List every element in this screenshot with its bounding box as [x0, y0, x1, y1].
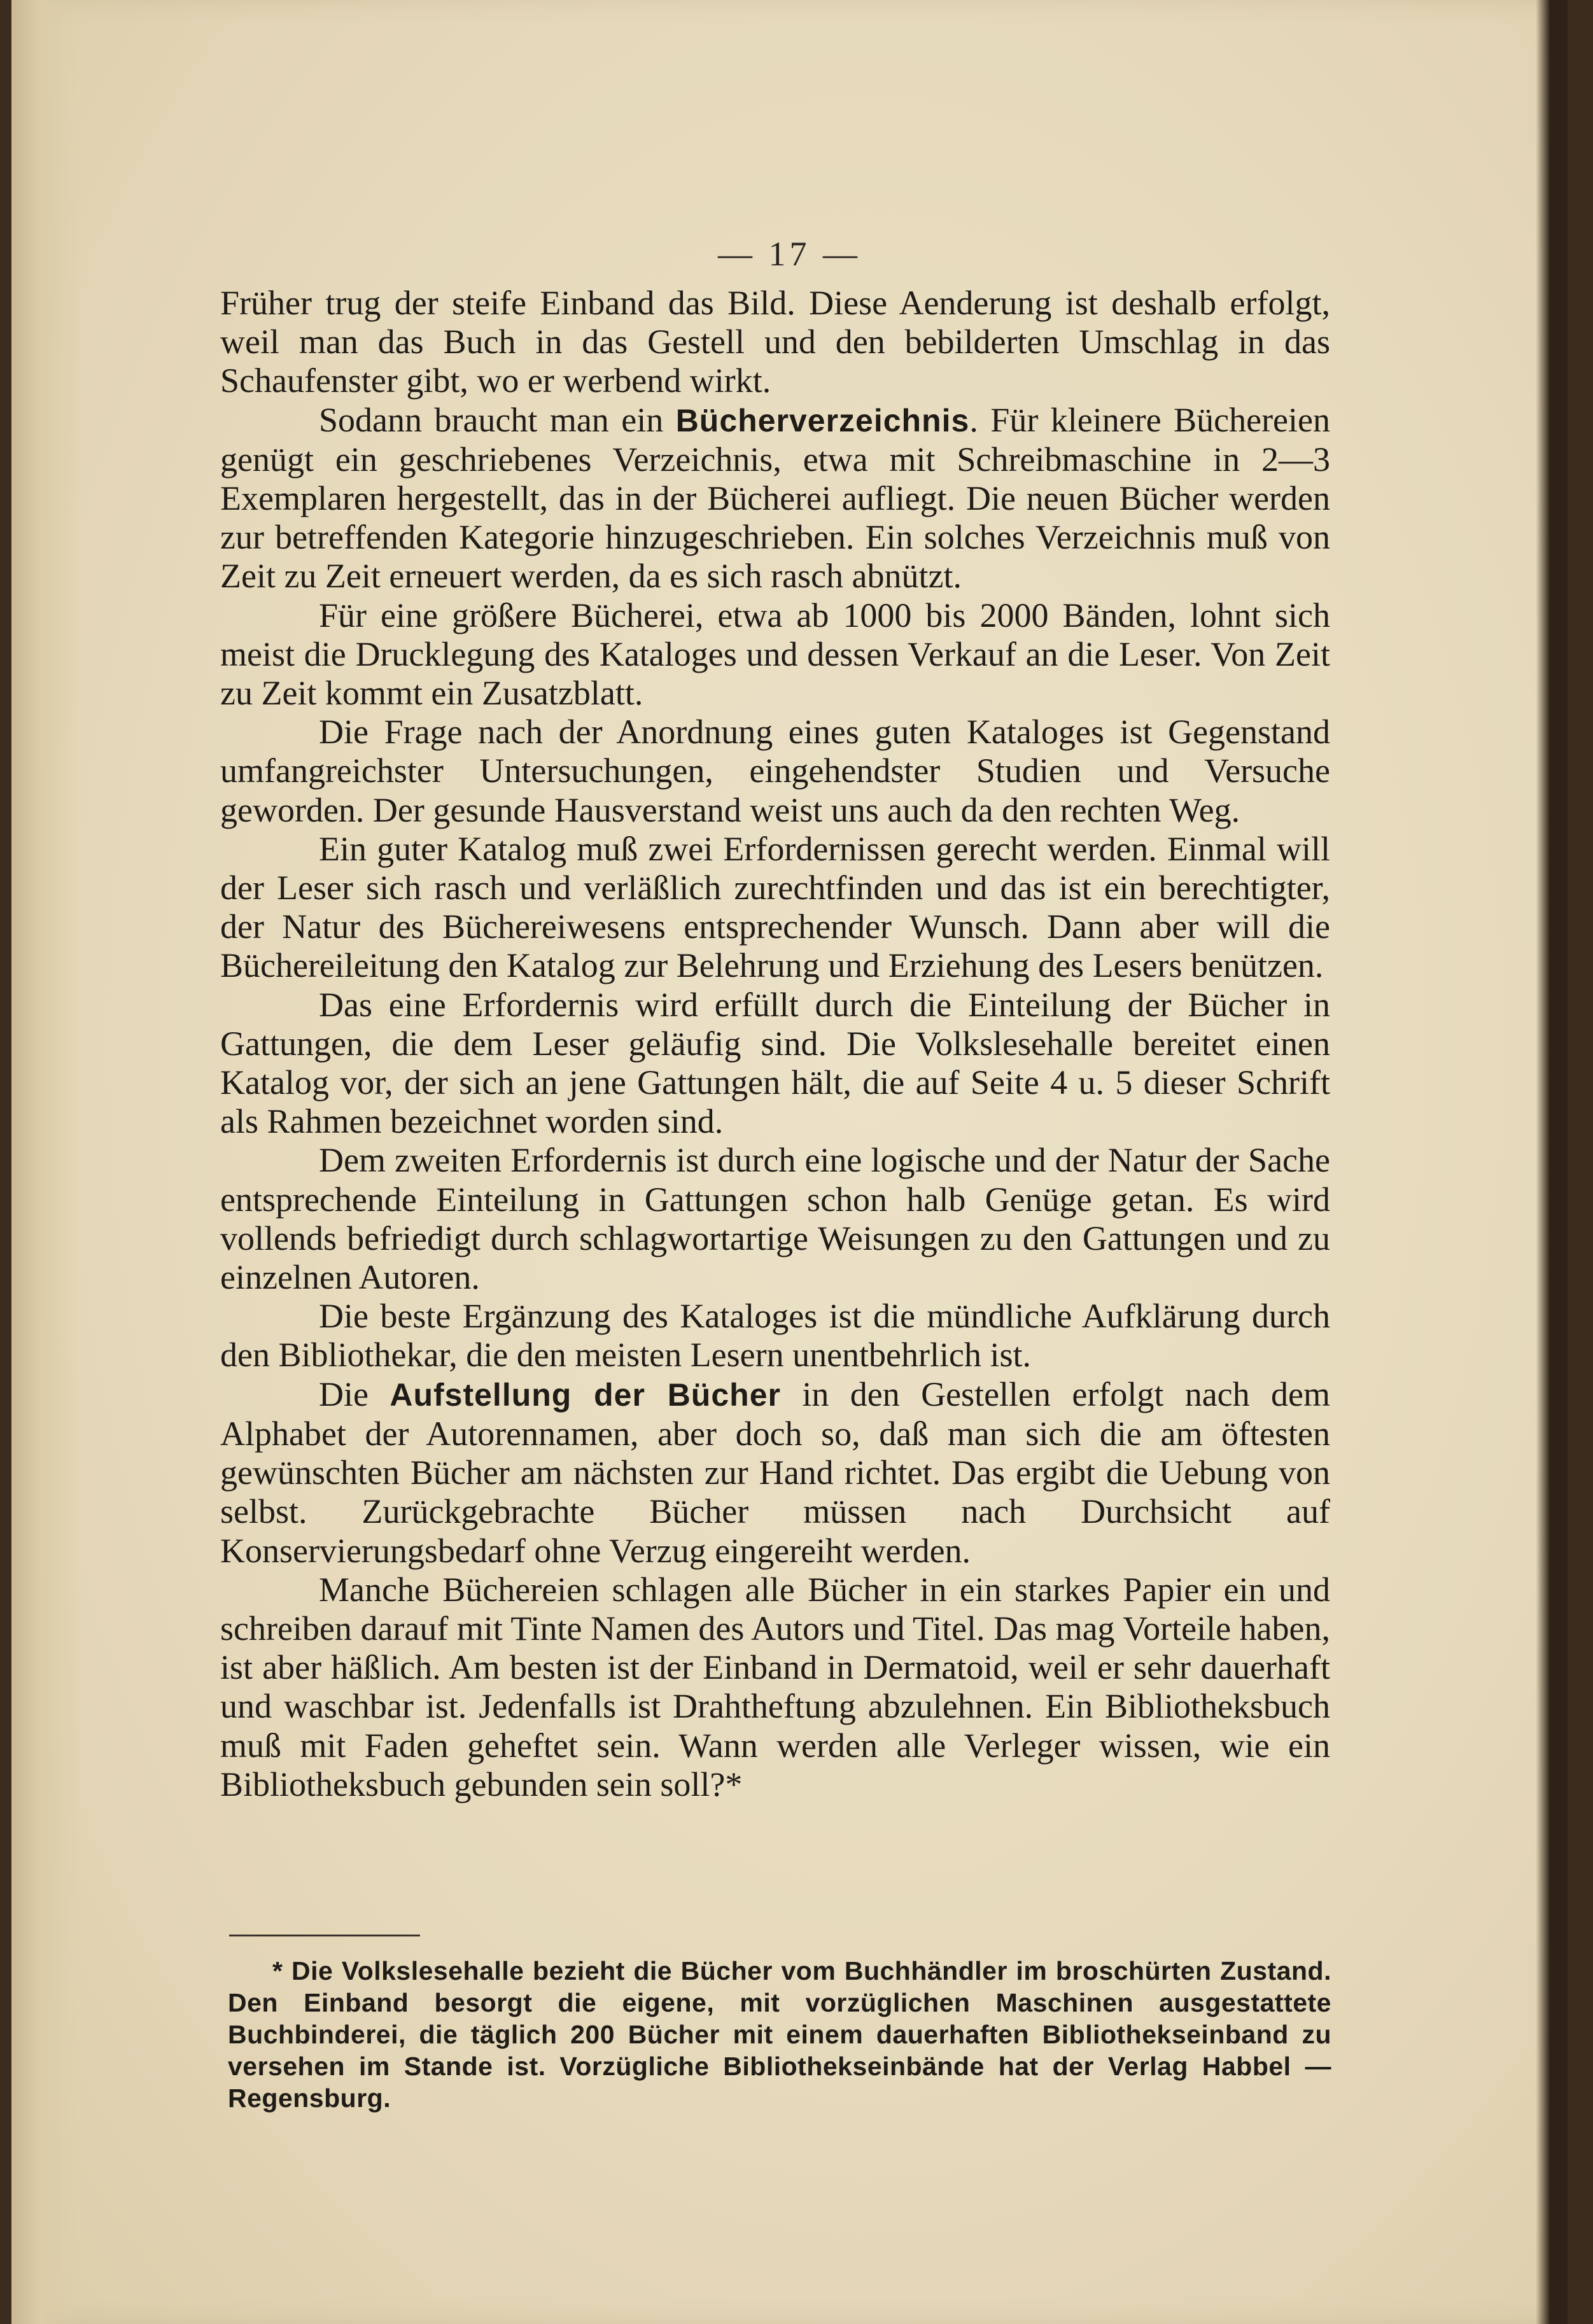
footnote-separator: [229, 1935, 420, 1936]
book-page: [11, 0, 1568, 2324]
paragraph: [220, 1375, 1330, 1571]
paragraph: [220, 1571, 1330, 1804]
text-run: Früher trug der steife Einband das Bild. Diese Aenderung ist deshalb erfolgt, weil man das Buch in das Gestell und den bebilderten Umschlag in das Schaufenster gibt, wo er werbend wirkt.: [220, 284, 1330, 400]
text-run: in den Gestellen erfolgt nach dem Alphabet der Autorennamen, aber doch so, daß man sich die am öftesten gewünschten Bücher am nächsten zur Hand richtet. Das ergibt die Uebung von selbst. Zurückgebrachte Bücher müssen nach Durchsicht auf Konservierungsbedarf ohne Verzug eingereiht werden.: [220, 1375, 1330, 1570]
emphasized-term: Bücherverzeichnis: [675, 402, 970, 438]
text-run: Für eine größere Bücherei, etwa ab 1000 bis 2000 Bänden, lohnt sich meist die Drucklegung des Kataloges und dessen Verkauf an die Leser. Von Zeit zu Zeit kommt ein Zusatzblatt.: [220, 596, 1330, 713]
body-text: [220, 284, 1330, 1804]
text-run: Die beste Ergänzung des Kataloges ist die mündliche Aufklärung durch den Bibliothekar, die den meisten Lesern unentbehrlich ist.: [220, 1297, 1330, 1375]
paragraph: [220, 830, 1330, 986]
paragraph: [220, 284, 1330, 401]
text-run: . Für kleinere Büchereien genügt ein geschriebenes Verzeichnis, etwa mit Schreibmaschine in 2—3 Exemplaren hergestellt, das in der Bücherei aufliegt. Die neuen Bücher werden zur betreffenden Kategorie hinzugeschrieben. Ein solches Verzeichnis muß von Zeit zu Zeit erneuert werden, da es sich rasch abnützt.: [220, 400, 1330, 596]
text-run: Das eine Erfordernis wird erfüllt durch die Einteilung der Bücher in Gattungen, die dem Leser geläufig sind. Die Volkslesehalle bereitet einen Katalog vor, der sich an jene Gattungen hält, die auf Seite 4 u. 5 dieser Schrift als Rahmen bezeichnet worden sind.: [220, 985, 1330, 1141]
text-run: Ein guter Katalog muß zwei Erfordernissen gerecht werden. Einmal will der Leser sich rasch und verläßlich zurechtfinden und das ist ein berechtigter, der Natur des Büchereiwesens entsprechender Wunsch. Dann aber will die Büchereileitung den Katalog zur Belehrung und Erziehung des Lesers benützen.: [220, 829, 1330, 985]
paragraph: [220, 1141, 1330, 1297]
emphasized-term: Aufstellung der Bücher: [389, 1376, 781, 1413]
paragraph: [220, 596, 1330, 713]
paragraph: [220, 401, 1330, 596]
paragraph: [220, 713, 1330, 830]
paragraph: [220, 986, 1330, 1142]
text-run: Manche Büchereien schlagen alle Bücher in ein starkes Papier ein und schreiben darauf mit Tinte Namen des Autors und Titel. Das mag Vorteile haben, ist aber häßlich. Am besten ist der Einband in Dermatoid, weil er sehr dauerhaft und waschbar ist. Jedenfalls ist Drahtheftung abzulehnen. Ein Bibliotheksbuch muß mit Faden geheftet sein. Wann werden alle Verleger wissen, wie ein Bibliotheksbuch gebunden sein soll?*: [220, 1570, 1330, 1803]
page-gutter-shadow: [11, 0, 81, 2324]
text-run: Sodann braucht man ein: [319, 400, 676, 439]
paragraph: [220, 1297, 1330, 1375]
page-right-edge: [1536, 0, 1568, 2324]
footnote-text: * Die Volkslesehalle bezieht die Bücher vom Buchhändler im broschürten Zustand. Den Einband besorgt die eigene, mit vorzüglichen Maschinen ausgestattete Buchbinderei, die täglich 200 Bücher mit einem dauerhaften Bibliothekseinband zu versehen im Stande ist. Vorzügliche Bibliothekseinbände hat der Verlag Habbel — Regensburg.: [228, 1956, 1331, 2113]
text-run: Die Frage nach der Anordnung eines guten Kataloges ist Gegenstand umfangreichster Untersuchungen, eingehendster Studien und Versuche geworden. Der gesunde Hausverstand weist uns auch da den rechten Weg.: [220, 713, 1330, 829]
text-run: Dem zweiten Erfordernis ist durch eine logische und der Natur der Sache entsprechende Einteilung in Gattungen schon halb Genüge getan. Es wird vollends befriedigt durch schlagwortartige Weisungen zu den Gattungen und zu einzelnen Autoren.: [220, 1141, 1330, 1297]
footnote: [228, 1955, 1331, 2114]
text-run: Die: [319, 1375, 390, 1413]
page-number: — 17 —: [718, 235, 861, 273]
